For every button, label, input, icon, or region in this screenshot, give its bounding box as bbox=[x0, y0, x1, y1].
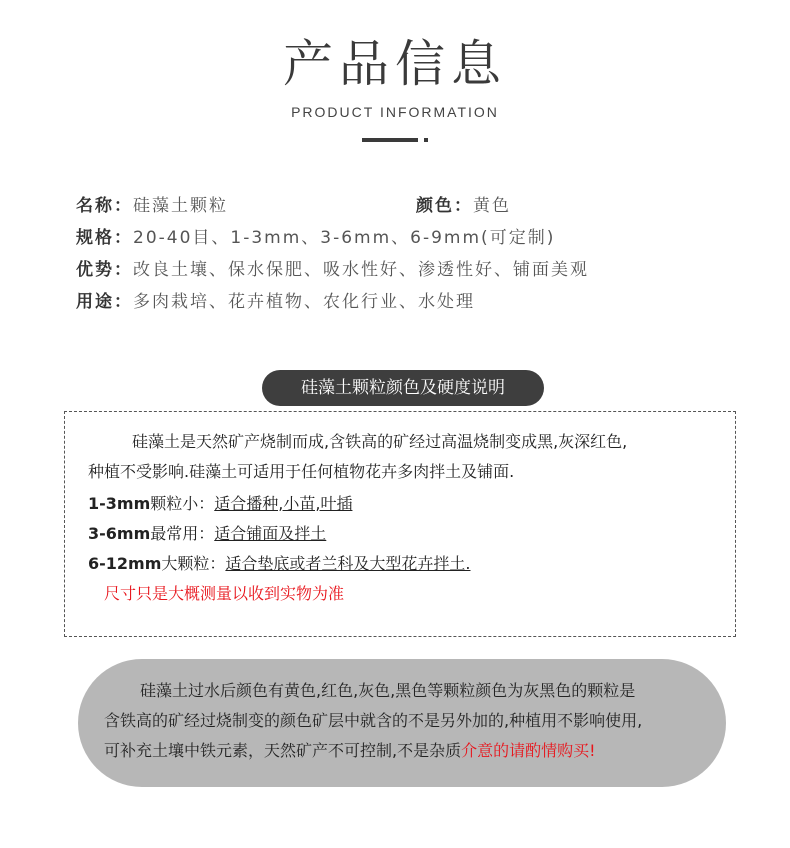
description-para-2: 种植不受影响.硅藻土可适用于任何植物花卉多肉拌土及铺面. bbox=[88, 462, 515, 481]
section-pill-heading: 硅藻土颗粒颜色及硬度说明 bbox=[262, 370, 544, 406]
size-row-1 bbox=[88, 492, 352, 516]
color-value: 黄色 bbox=[473, 196, 511, 216]
info-row-color: 颜色：黄色 bbox=[416, 196, 511, 216]
size1-use: 适合播种,小苗,叶插 bbox=[214, 494, 353, 513]
name-key: 名称 bbox=[76, 196, 114, 216]
info-row-name: 名称：硅藻土颗粒 bbox=[76, 196, 228, 216]
spec-key: 规格 bbox=[76, 228, 114, 248]
size-row-2 bbox=[88, 522, 326, 546]
info-row-use: 用途：多肉栽培、花卉植物、农化行业、水处理 bbox=[76, 292, 475, 312]
spec-value: 20-40目、1-3mm、3-6mm、6-9mm(可定制) bbox=[133, 228, 556, 248]
page-subtitle: PRODUCT INFORMATION bbox=[291, 104, 499, 120]
page-title: 产品信息 bbox=[283, 35, 507, 93]
notice-line-3-text: 可补充土壤中铁元素，天然矿产不可控制,不是杂质 bbox=[104, 741, 462, 760]
notice-line-2: 含铁高的矿经过烧制变的颜色矿层中就含的不是另外加的,种植用不影响使用, bbox=[104, 711, 643, 730]
title-divider-line bbox=[362, 138, 418, 142]
size2-label: 3-6mm bbox=[88, 524, 151, 543]
description-para-1: 硅藻土是天然矿产烧制而成,含铁高的矿经过高温烧制变成黑,灰深红色, bbox=[132, 432, 628, 451]
name-value: 硅藻土颗粒 bbox=[133, 196, 228, 216]
size1-label: 1-3mm bbox=[88, 494, 151, 513]
advantage-key: 优势 bbox=[76, 260, 114, 280]
notice-line-1: 硅藻土过水后颜色有黄色,红色,灰色,黑色等颗粒颜色为灰黑色的颗粒是 bbox=[140, 681, 636, 700]
title-divider-dot bbox=[424, 138, 428, 142]
info-row-spec: 规格：20-40目、1-3mm、3-6mm、6-9mm(可定制) bbox=[76, 228, 556, 248]
use-value: 多肉栽培、花卉植物、农化行业、水处理 bbox=[133, 292, 475, 312]
use-key: 用途 bbox=[76, 292, 114, 312]
size3-use: 适合垫底或者兰科及大型花卉拌土. bbox=[225, 554, 471, 573]
advantage-value: 改良土壤、保水保肥、吸水性好、渗透性好、铺面美观 bbox=[133, 260, 589, 280]
size3-label: 6-12mm bbox=[88, 554, 162, 573]
size-row-3 bbox=[88, 552, 471, 576]
color-key: 颜色 bbox=[416, 196, 454, 216]
size3-desc: 大颗粒： bbox=[161, 554, 226, 573]
size2-desc: 最常用： bbox=[150, 524, 215, 543]
size-note: 尺寸只是大概测量以收到实物为准 bbox=[104, 584, 345, 603]
size2-use: 适合铺面及拌土 bbox=[214, 524, 327, 543]
notice-line-3 bbox=[104, 739, 596, 763]
notice-warning: 介意的请酌情购买! bbox=[461, 741, 596, 760]
info-row-advantage: 优势：改良土壤、保水保肥、吸水性好、渗透性好、铺面美观 bbox=[76, 260, 589, 280]
size1-desc: 颗粒小： bbox=[150, 494, 215, 513]
